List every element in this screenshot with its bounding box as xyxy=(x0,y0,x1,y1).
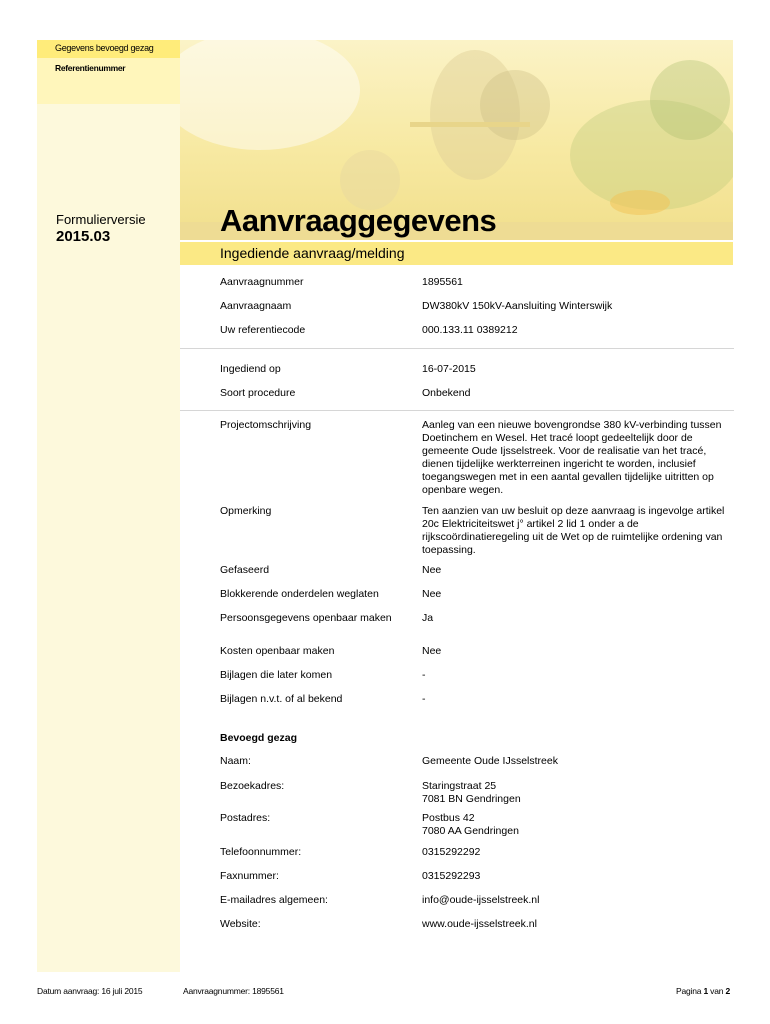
left-sidebar-column xyxy=(37,40,180,972)
detail-value: - xyxy=(422,693,426,705)
footer-date: Datum aanvraag: 16 juli 2015 xyxy=(37,986,143,996)
authority-key: Website: xyxy=(220,918,261,930)
authority-key: Telefoonnummer: xyxy=(220,846,302,858)
detail-key: Blokkerende onderdelen weglaten xyxy=(220,588,379,600)
detail-value: 1895561 xyxy=(422,276,463,288)
detail-key: Bijlagen die later komen xyxy=(220,669,333,681)
page-total: 2 xyxy=(725,986,730,996)
page-current: 1 xyxy=(703,986,708,996)
detail-key: Soort procedure xyxy=(220,387,296,399)
detail-key: Gefaseerd xyxy=(220,564,270,576)
authority-key: Bezoekadres: xyxy=(220,780,285,792)
detail-value: Ja xyxy=(422,612,434,624)
detail-key: Bijlagen n.v.t. of al bekend xyxy=(220,693,343,705)
authority-value: 0315292293 xyxy=(422,870,481,882)
reference-number-label: Referentienummer xyxy=(55,63,126,73)
authority-value: Gemeente Oude IJsselstreek xyxy=(422,755,558,767)
authority-info-title: Gegevens bevoegd gezag xyxy=(55,43,154,53)
form-version-value: 2015.03 xyxy=(56,228,111,245)
detail-value: Nee xyxy=(422,564,442,576)
detail-key: Kosten openbaar maken xyxy=(220,645,335,657)
page-sep: van xyxy=(710,986,724,996)
authority-section-title: Bevoegd gezag xyxy=(220,732,298,744)
detail-key: Persoonsgegevens openbaar maken xyxy=(220,612,392,624)
authority-website[interactable]: www.oude-ijsselstreek.nl xyxy=(422,918,537,930)
page-subtitle: Ingediende aanvraag/melding xyxy=(220,245,405,261)
detail-value: Nee xyxy=(422,588,442,600)
address-line: Postbus 42 xyxy=(422,812,475,824)
detail-value: DW380kV 150kV-Aansluiting Winterswijk xyxy=(422,300,613,312)
detail-value: 000.133.11 0389212 xyxy=(422,324,518,336)
address-line: 7081 BN Gendringen xyxy=(422,793,521,805)
detail-value: Onbekend xyxy=(422,387,471,399)
page-title: Aanvraaggegevens xyxy=(220,203,497,238)
section-separator xyxy=(180,410,734,411)
footer-request-number: Aanvraagnummer: 1895561 xyxy=(183,986,284,996)
authority-key: E-mailadres algemeen: xyxy=(220,894,328,906)
authority-key: Naam: xyxy=(220,755,251,767)
authority-email[interactable]: info@oude-ijsselstreek.nl xyxy=(422,894,540,906)
page-prefix: Pagina xyxy=(676,986,702,996)
detail-key: Ingediend op xyxy=(220,363,281,375)
detail-value: 16-07-2015 xyxy=(422,363,476,375)
detail-value: - xyxy=(422,669,426,681)
authority-value: 0315292292 xyxy=(422,846,481,858)
detail-key: Aanvraagnummer xyxy=(220,276,304,288)
authority-value xyxy=(422,780,734,806)
detail-key: Uw referentiecode xyxy=(220,324,306,336)
detail-key: Opmerking xyxy=(220,505,272,517)
detail-key: Projectomschrijving xyxy=(220,419,312,431)
detail-value: Nee xyxy=(422,645,442,657)
form-version-label: Formulierversie xyxy=(56,212,146,227)
detail-value: Aanleg van een nieuwe bovengrondse 380 kV-verbinding tussen Doetinchem en Wesel. Het tracé loopt gedeeltelijk door de gemeente Oude Ijsselstreek. Voor de realisatie van het tracé, dienen tijdelijke werkterreinen ingericht te worden, inclusief toegangswegen met in een aantal gevallen tijdelijke uitritten op openbare wegen. xyxy=(422,419,722,496)
detail-key: Aanvraagnaam xyxy=(220,300,292,312)
authority-value xyxy=(422,812,734,838)
authority-key: Faxnummer: xyxy=(220,870,279,882)
authority-key: Postadres: xyxy=(220,812,271,824)
detail-value: Ten aanzien van uw besluit op deze aanvraag is ingevolge artikel 20c Elektriciteitswet j° artikel 2 lid 1 onder a de rijkscoördinatieregeling uit de Wet op de ruimtelijke ordening van toepassing. xyxy=(422,505,725,556)
section-separator xyxy=(180,348,734,349)
footer-page-indicator xyxy=(676,986,730,996)
address-line: Staringstraat 25 xyxy=(422,780,497,792)
address-line: 7080 AA Gendringen xyxy=(422,825,519,837)
